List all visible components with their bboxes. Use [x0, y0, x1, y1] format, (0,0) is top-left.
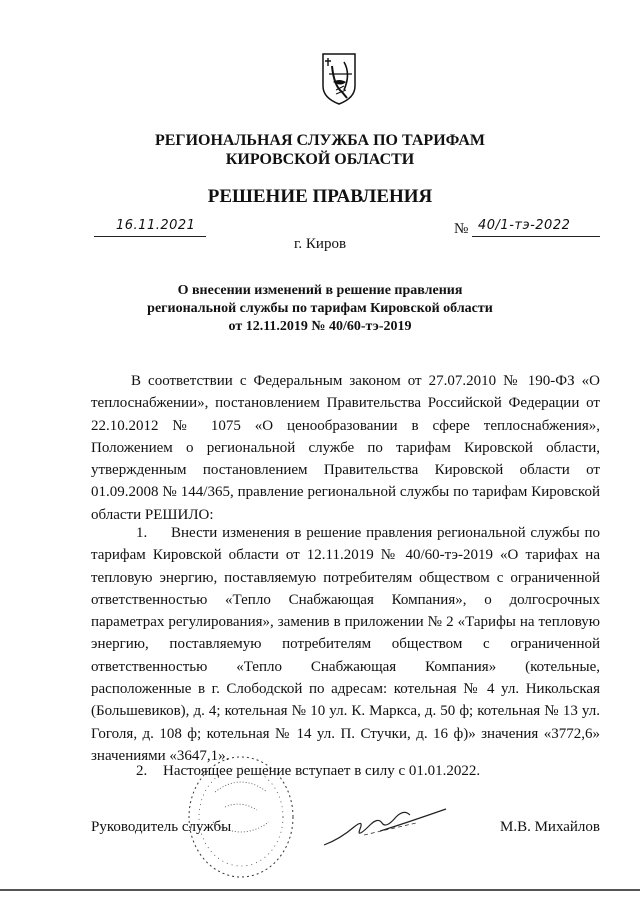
item-1-number: 1. — [136, 525, 148, 541]
item-2-text: Настоящее решение вступает в силу с 01.01.2022. — [163, 763, 481, 779]
bottom-border-line — [0, 889, 640, 891]
date-field — [94, 218, 206, 237]
organization-name-line2: КИРОВСКОЙ ОБЛАСТИ — [225, 151, 415, 168]
item-1-paragraph — [91, 522, 600, 767]
subject-line1: О внесении изменений в решение правления — [177, 283, 463, 298]
official-stamp — [185, 752, 297, 882]
item-2-number: 2. — [136, 763, 148, 779]
city-label: г. Киров — [293, 236, 347, 252]
organization-name-line1: РЕГИОНАЛЬНАЯ СЛУЖБА ПО ТАРИФАМ — [154, 132, 486, 149]
item-2-paragraph — [91, 760, 600, 782]
handwritten-date: 16.11.2021 — [116, 218, 196, 233]
coat-of-arms-emblem — [320, 52, 358, 106]
number-sign: № — [454, 221, 469, 237]
signatory-position: Руководитель службы — [91, 819, 232, 835]
handwritten-number: 40/1-тэ-2022 — [478, 218, 571, 233]
handwritten-signature — [320, 795, 450, 855]
item-1-text: Внести изменения в решение правления региональной службы по тарифам Кировской области от 12.11.2019 № 40/60-тэ-2019 «О тарифах на тепловую энергию, поставляемую потребителям обществом с ограниченной ответственностью «Тепло Снабжающая Компания», о долгосрочных параметрах регулирования», заменив в приложении № 2 «Тарифы на тепловую энергию, поставляемую потребителям обществом с ограниченной ответственностью «Тепло Снабжающая Компания» (котельные, расположенные в г. Слободской по адресам: котельная № 4 ул. Никольская (Большевиков), д. 4; котельная № 10 ул. К. Маркса, д. 50 ф; котельная № 13 ул. Гоголя, д. 108 ф; котельная № 14 ул. П. Стучки, д. 16 ф)» значения «3772,6» значениями «3647,1». — [91, 525, 600, 764]
document-title: РЕШЕНИЕ ПРАВЛЕНИЯ — [207, 186, 433, 207]
number-field — [472, 218, 600, 237]
signatory-name: М.В. Михайлов — [499, 819, 600, 835]
subject-line2: региональной службы по тарифам Кировской области — [147, 301, 493, 316]
preamble-paragraph: В соответствии с Федеральным законом от 27.07.2010 № 190-ФЗ «О теплоснабжении», постановлением Правительства Российской Федерации от 22.10.2012 № 1075 «О ценообразовании в сфере теплоснабжения», Положением о региональной службе по тарифам Кировской области, утвержденным постановлением Правительства Кировской области от 01.09.2008 № 144/365, правление региональной службы по тарифам Кировской области РЕШИЛО: — [91, 373, 600, 523]
subject-line3: от 12.11.2019 № 40/60-тэ-2019 — [228, 319, 412, 334]
